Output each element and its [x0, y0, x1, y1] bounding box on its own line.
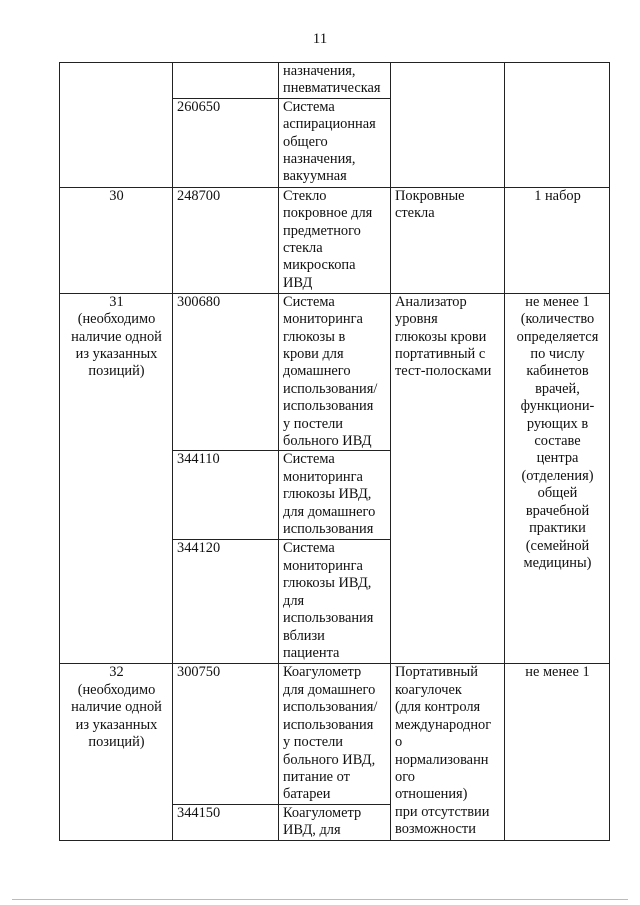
code-cell: 260650 [173, 98, 279, 187]
page-bottom-edge [12, 899, 628, 900]
page-number: 11 [312, 31, 328, 47]
item-number-cell: 32 (необходимо наличие одной из указанных позиций) [60, 664, 173, 840]
code-cell: 300680 [173, 293, 279, 451]
name-cell: назначения, пневматическая [279, 63, 391, 99]
type-cell: Анализатор уровня глюкозы крови портативный с тест-полосками [391, 293, 505, 664]
name-cell: Система мониторинга глюкозы ИВД, для домашнего использования [279, 451, 391, 540]
quantity-cell [505, 63, 610, 188]
name-cell: Система мониторинга глюкозы ИВД, для использования вблизи пациента [279, 540, 391, 664]
name-cell: Стекло покровное для предметного стекла микроскопа ИВД [279, 187, 391, 293]
item-number-cell: 30 [60, 187, 173, 293]
type-cell [391, 63, 505, 188]
code-cell: 344150 [173, 804, 279, 840]
table-row [60, 664, 610, 804]
name-cell: Коагулометр для домашнего использования/ использования у постели больного ИВД, питание от батареи [279, 664, 391, 804]
type-cell: Покровные стекла [391, 187, 505, 293]
item-number-cell: 31 (необходимо наличие одной из указанных позиций) [60, 293, 173, 664]
type-cell: Портативный коагулочек (для контроля международног о нормализованн ого отношения) при отсутствии возможности [391, 664, 505, 840]
equipment-table [59, 62, 610, 841]
table-row [60, 63, 610, 99]
table-row [60, 293, 610, 451]
code-cell: 248700 [173, 187, 279, 293]
item-number-cell [60, 63, 173, 188]
name-cell: Система аспирационная общего назначения, вакуумная [279, 98, 391, 187]
code-cell: 300750 [173, 664, 279, 804]
quantity-cell: 1 набор [505, 187, 610, 293]
code-cell: 344120 [173, 540, 279, 664]
name-cell: Коагулометр ИВД, для [279, 804, 391, 840]
quantity-cell: не менее 1 (количество определяется по числу кабинетов врачей, функциони- рующих в составе центра (отделения) общей врачебной практики (семейной медицины) [505, 293, 610, 664]
table-row [60, 187, 610, 293]
code-cell [173, 63, 279, 99]
name-cell: Система мониторинга глюкозы в крови для домашнего использования/ использования у постели больного ИВД [279, 293, 391, 451]
code-cell: 344110 [173, 451, 279, 540]
quantity-cell: не менее 1 [505, 664, 610, 840]
